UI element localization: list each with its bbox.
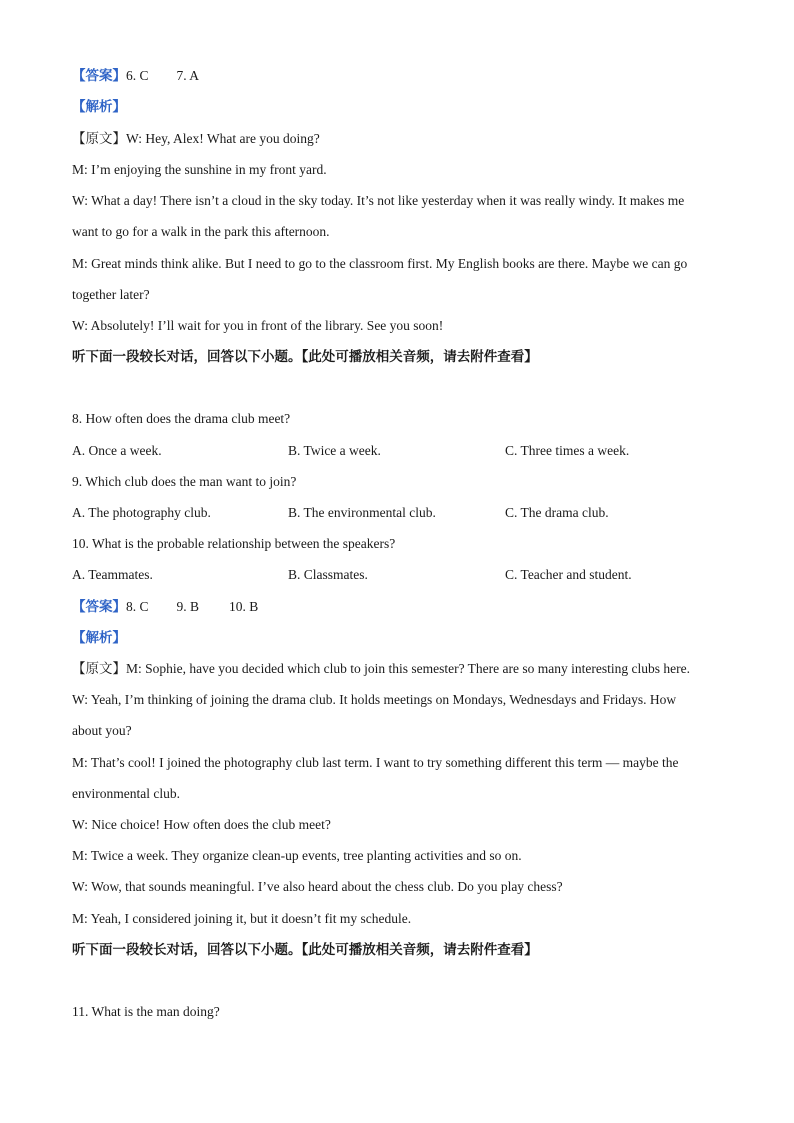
audio-instruction: 听下面一段较长对话，回答以下小题。【此处可播放相关音频，请去附件查看】 xyxy=(72,349,538,365)
option-a: A. The photography club. xyxy=(72,505,211,520)
option-a: A. Teammates. xyxy=(72,567,153,582)
answer-7: 7. A xyxy=(176,68,200,83)
answer-label: 【答案】 xyxy=(72,599,126,614)
transcript-line: W: Absolutely! I’ll wait for you in front of the library. See you soon! xyxy=(72,318,444,333)
question-stem: 8. How often does the drama club meet? xyxy=(72,411,291,426)
answer-10: 10. B xyxy=(229,599,259,614)
answer-line-2 xyxy=(72,598,258,616)
analysis-line-1 xyxy=(72,98,126,116)
transcript-line: W: Yeah, I’m thinking of joining the drama club. It holds meetings on Mondays, Wednesdays and Fridays. How xyxy=(72,692,677,707)
transcript-line: W: Wow, that sounds meaningful. I’ve also heard about the chess club. Do you play chess? xyxy=(72,879,563,894)
option-a: A. Once a week. xyxy=(72,443,162,458)
question-stem: 9. Which club does the man want to join? xyxy=(72,474,297,489)
transcript-line: M: That’s cool! I joined the photography club last term. I want to try something different this term — maybe the xyxy=(72,755,679,770)
transcript-line: M: Yeah, I considered joining it, but it doesn’t fit my schedule. xyxy=(72,911,412,926)
option-b: B. Classmates. xyxy=(288,567,368,582)
transcript-line: together later? xyxy=(72,287,150,302)
transcript-line: M: Great minds think alike. But I need to go to the classroom first. My English books are there. Maybe we can go xyxy=(72,256,688,271)
analysis-label: 【解析】 xyxy=(72,630,126,645)
transcript-line: about you? xyxy=(72,723,132,738)
answer-8: 8. C xyxy=(126,599,149,614)
answer-line-1 xyxy=(72,67,199,85)
transcript-line: M: I’m enjoying the sunshine in my front yard. xyxy=(72,162,327,177)
transcript-line: M: Twice a week. They organize clean-up events, tree planting activities and so on. xyxy=(72,848,522,863)
audio-instruction: 听下面一段较长对话，回答以下小题。【此处可播放相关音频，请去附件查看】 xyxy=(72,942,538,958)
analysis-line-2 xyxy=(72,629,126,647)
original-label: 【原文】 xyxy=(72,661,126,676)
answer-9: 9. B xyxy=(176,599,200,614)
question-stem: 11. What is the man doing? xyxy=(72,1004,220,1019)
option-c: C. The drama club. xyxy=(505,505,609,520)
option-c: C. Three times a week. xyxy=(505,443,630,458)
transcript-line: W: Nice choice! How often does the club meet? xyxy=(72,817,331,832)
question-stem: 10. What is the probable relationship between the speakers? xyxy=(72,536,396,551)
transcript-line: want to go for a walk in the park this afternoon. xyxy=(72,224,330,239)
option-b: B. Twice a week. xyxy=(288,443,381,458)
answer-label: 【答案】 xyxy=(72,68,126,83)
transcript-line: 【原文】W: Hey, Alex! What are you doing? xyxy=(72,131,320,146)
option-b: B. The environmental club. xyxy=(288,505,436,520)
option-c: C. Teacher and student. xyxy=(505,567,632,582)
transcript-line: 【原文】M: Sophie, have you decided which club to join this semester? There are so many interesting clubs here. xyxy=(72,661,690,676)
transcript-line: W: What a day! There isn’t a cloud in the sky today. It’s not like yesterday when it was really windy. It makes me xyxy=(72,193,685,208)
analysis-label: 【解析】 xyxy=(72,99,126,114)
original-label: 【原文】 xyxy=(72,131,126,146)
answer-6: 6. C xyxy=(126,68,149,83)
transcript-line: environmental club. xyxy=(72,786,180,801)
